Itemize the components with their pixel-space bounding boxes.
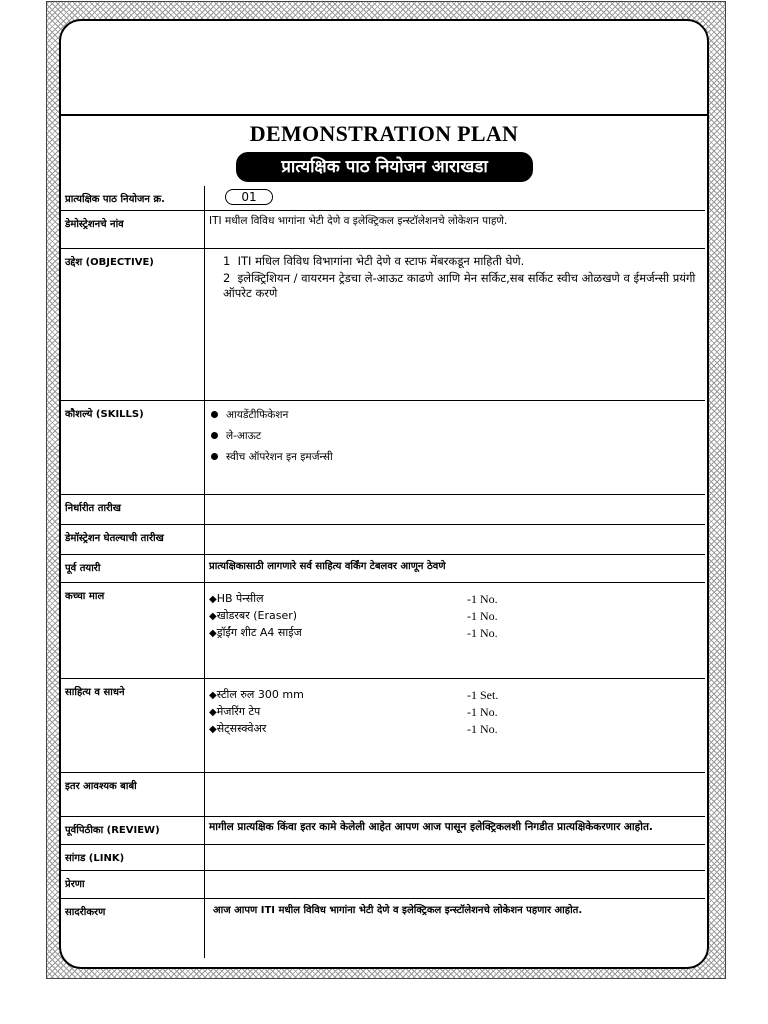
tool-item: ◆स्टील रुल 300 mm -1 Set. xyxy=(209,687,499,702)
planned-date-value xyxy=(205,494,706,524)
plan-sheet xyxy=(59,19,709,969)
diamond-icon: ◆ xyxy=(209,593,217,605)
actual-date-value xyxy=(205,524,706,554)
row-actual-date xyxy=(61,524,705,554)
row-raw-material xyxy=(61,582,705,678)
material-item: ◆HB पेन्सील -1 No. xyxy=(209,591,498,606)
skills-label: कौशल्ये (SKILLS) xyxy=(61,400,205,494)
bullet-icon xyxy=(211,453,218,460)
bullet-icon xyxy=(211,432,218,439)
skill-item: आयडेंटीफिकेशन xyxy=(211,408,701,422)
link-label: सांगड (LINK) xyxy=(61,844,205,870)
material-item: ◆ड्रॉईंग शीट A4 साईज -1 No. xyxy=(209,625,498,640)
header-divider xyxy=(61,114,707,116)
row-review xyxy=(61,816,705,844)
row-motivation xyxy=(61,870,705,898)
objective-item-1: 1 ITI मधिल विविध विभागांना भेटी देणे व स्टाफ मेंबरकडून माहिती घेणे. xyxy=(223,253,525,268)
objective-item-2: 2 इलेक्ट्रिशियन / वायरमन ट्रेडचा ले-आऊट काढणे आणि मेन सर्किट,सब सर्किट स्वीच ओळखणे व ईमर्जन्सी प्रयंगी ऑपरेट करणे xyxy=(223,270,696,300)
row-demo-name xyxy=(61,210,705,248)
raw-material-label: कच्चा माल xyxy=(61,582,205,678)
row-presentation xyxy=(61,898,705,958)
presentation-label: सादरीकरण xyxy=(61,898,205,958)
page-subtitle: प्रात्यक्षिक पाठ नियोजन आराखडा xyxy=(236,152,533,182)
tool-item: ◆मेजरिंग टेप -1 No. xyxy=(209,704,498,719)
diamond-icon: ◆ xyxy=(209,627,217,639)
link-value xyxy=(205,844,706,870)
motivation-label: प्रेरणा xyxy=(61,870,205,898)
demo-name-value: ITI मधील विविध भागांना भेटी देणे व इलेक्ट्रिकल इन्स्टॉलेशनचे लोकेशन पाहणे. xyxy=(205,210,706,248)
objective-label: उद्देश (OBJECTIVE) xyxy=(61,248,205,400)
planned-date-label: निर्धारीत तारीख xyxy=(61,494,205,524)
diamond-icon: ◆ xyxy=(209,706,217,718)
actual-date-label: डेमॉस्ट्रेशन घेतल्याची तारीख xyxy=(61,524,205,554)
preparation-value: प्रात्यक्षिकासाठी लागणारे सर्व साहित्य वर्किंग टेबलवर आणून ठेवणे xyxy=(205,554,706,582)
skill-item: ले-आऊट xyxy=(211,429,701,443)
skill-item: स्वीच ऑपरेशन इन इमर्जन्सी xyxy=(211,450,701,464)
diamond-icon: ◆ xyxy=(209,610,217,622)
demo-name-label: डेमोस्ट्रेशनचे नांव xyxy=(61,210,205,248)
other-label: इतर आवश्यक बाबी xyxy=(61,772,205,816)
diamond-icon: ◆ xyxy=(209,723,217,735)
row-link xyxy=(61,844,705,870)
row-planned-date xyxy=(61,494,705,524)
bullet-icon xyxy=(211,411,218,418)
row-skills xyxy=(61,400,705,494)
material-item: ◆खोडरबर (Eraser) -1 No. xyxy=(209,608,498,623)
motivation-value xyxy=(205,870,706,898)
page-title: DEMONSTRATION PLAN xyxy=(249,121,519,146)
row-other xyxy=(61,772,705,816)
row-objective xyxy=(61,248,705,400)
other-value xyxy=(205,772,706,816)
tool-item: ◆सेट्सस्क्वेअर -1 No. xyxy=(209,721,498,736)
diamond-icon: ◆ xyxy=(209,689,217,701)
preparation-label: पूर्व तयारी xyxy=(61,554,205,582)
row-preparation xyxy=(61,554,705,582)
plan-no-label: प्रात्यक्षिक पाठ नियोजन क्र. xyxy=(61,186,205,210)
review-value: मागील प्रात्यक्षिक किंवा इतर कामे केलेली आहेत आपण आज पासून इलेक्ट्रिकलशी निगडीत प्रात्यक्षिकेकरणार आहोत. xyxy=(205,816,706,844)
tools-label: साहित्य व साधने xyxy=(61,678,205,772)
row-tools xyxy=(61,678,705,772)
review-label: पूर्वपिठीका (REVIEW) xyxy=(61,816,205,844)
presentation-value: आज आपण ITI मधील विविध भागांना भेटी देणे व इलेक्ट्रिकल इन्स्टॉलेशनचे लोकेशन पहणार आहोत. xyxy=(205,898,706,958)
row-plan-no xyxy=(61,186,705,210)
plan-no-value: 01 xyxy=(225,189,273,205)
plan-table xyxy=(61,186,705,958)
